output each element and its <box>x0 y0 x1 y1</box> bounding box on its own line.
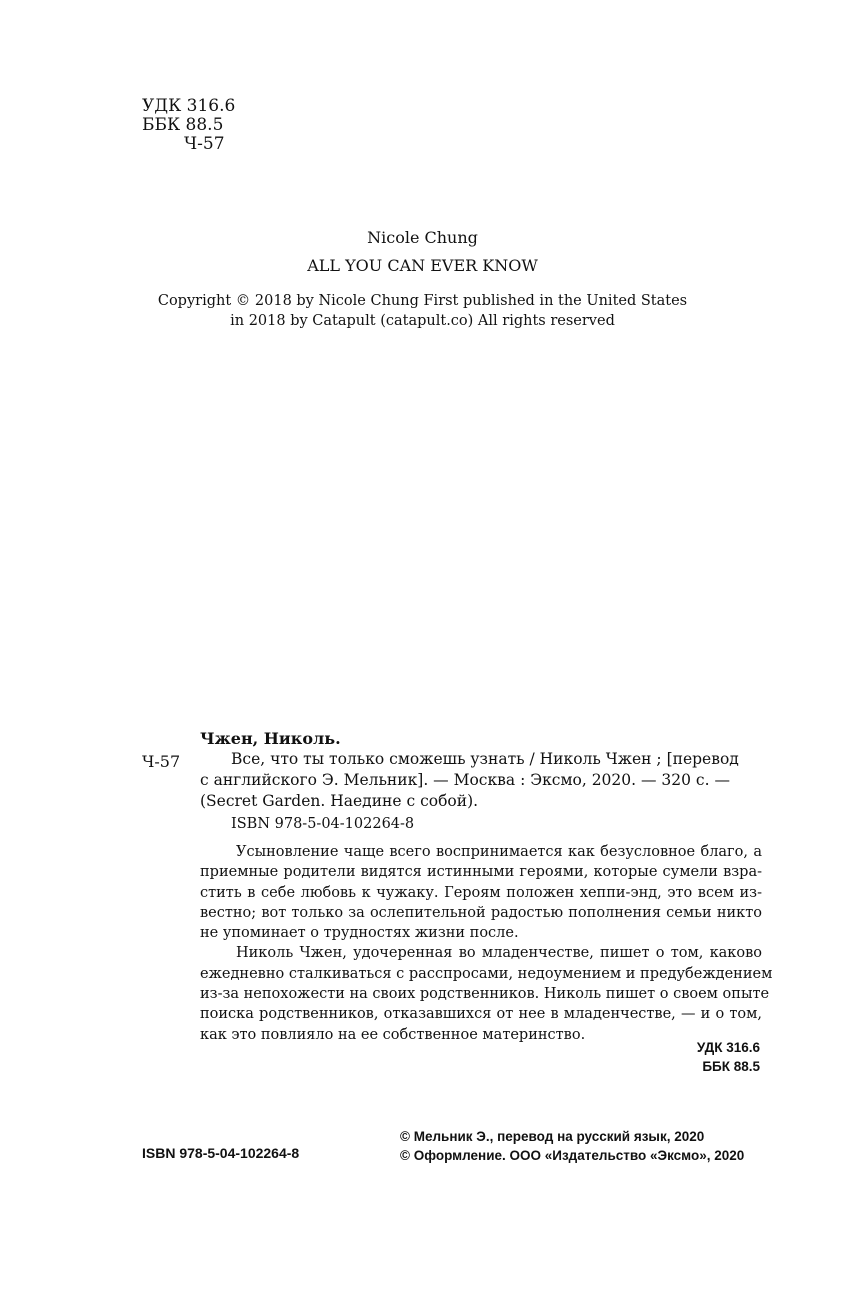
description-line: с английского Э. Мельник]. — Москва : Эксмо, 2020. — 320 с. — <box>200 771 730 789</box>
catalog-isbn: ISBN 978-5-04-102264-8 <box>231 816 415 832</box>
catalog-description <box>200 749 762 812</box>
top-classification <box>142 97 235 154</box>
copyright-line: © Оформление. ООО «Издательство «Эксмо», 2020 <box>400 1147 745 1163</box>
annotation-line: как это повлияло на ее собственное материнство. <box>200 1026 586 1043</box>
copyright-line: in 2018 by Catapult (catapult.co) All rights reserved <box>230 313 615 329</box>
annotation-line: из-за непохожести на своих родственников. Николь пишет о своем опыте <box>200 986 770 1003</box>
bbk-code: ББК 88.5 <box>702 1059 760 1074</box>
footer-copyright <box>400 1128 744 1165</box>
original-copyright <box>0 291 845 331</box>
annotation-line: поиска родственников, отказавшихся от нее в младенчестве, — и о том, <box>200 1006 762 1023</box>
annotation-line: не упоминает о трудностях жизни после. <box>200 925 519 942</box>
annotation-line: ежедневно сталкиваться с расспросами, недоумением и предубеждением <box>200 965 773 982</box>
description-line: Все, что ты только сможешь узнать / Николь Чжен ; [перевод <box>231 750 739 768</box>
annotation-line: вестно; вот только за ослепительной радостью пополнения семьи никто <box>200 904 762 921</box>
author-mark: Ч-57 <box>184 134 225 154</box>
original-author: Nicole Chung <box>367 228 478 247</box>
catalog-author-mark: Ч-57 <box>142 752 181 771</box>
catalog-author-heading: Чжен, Николь. <box>200 729 341 748</box>
annotation-line: стить в себе любовь к чужаку. Героям положен хеппи-энд, это всем из- <box>200 884 762 901</box>
annotation-line: приемные родители видятся истинными героями, которые сумели взра- <box>200 864 762 881</box>
copyright-line: © Мельник Э., перевод на русский язык, 2020 <box>400 1129 705 1144</box>
annotation-line: Николь Чжен, удочеренная во младенчестве, пишет о том, каково <box>236 945 762 962</box>
annotation-line: Усыновление чаще всего воспринимается как безусловное благо, а <box>236 844 762 860</box>
bbk-code: ББК 88.5 <box>142 115 224 135</box>
description-line: (Secret Garden. Наедине с собой). <box>200 792 479 810</box>
annotation <box>200 842 773 1045</box>
udk-code: УДК 316.6 <box>696 1040 760 1055</box>
footer-isbn: ISBN 978-5-04-102264-8 <box>142 1145 300 1161</box>
udk-code: УДК 316.6 <box>142 96 236 116</box>
original-title: ALL YOU CAN EVER KNOW <box>307 256 538 275</box>
catalog-classification <box>600 1038 760 1076</box>
copyright-line: Copyright © 2018 by Nicole Chung First published in the United States <box>157 293 688 309</box>
